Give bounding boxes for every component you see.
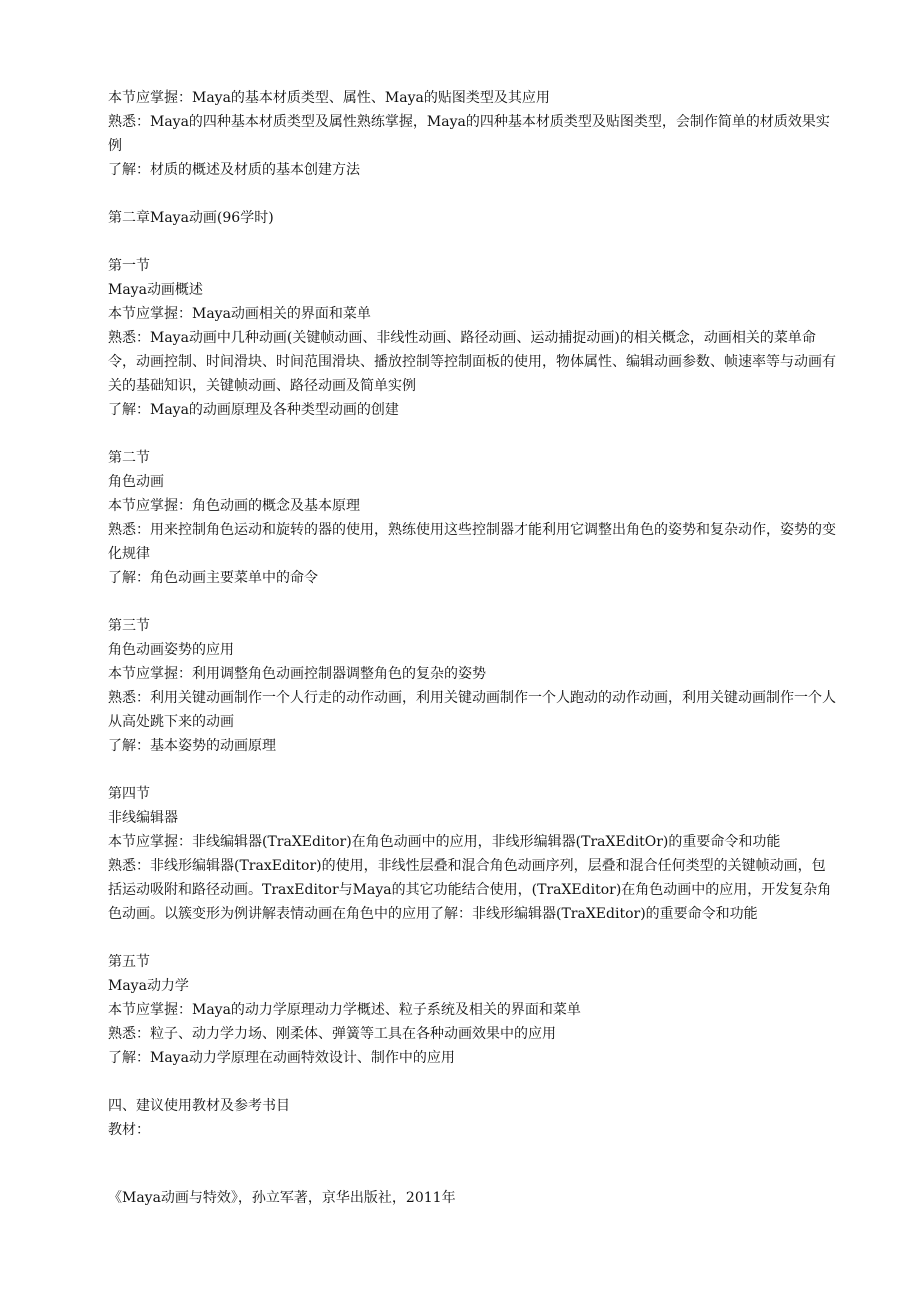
chapter2-title: 第二章Maya动画(96学时)	[108, 210, 274, 226]
document-body	[108, 86, 838, 1142]
s4-label: 第四节	[108, 786, 150, 802]
s2-master: 本节应掌握：角色动画的概念及基本原理	[108, 498, 360, 514]
s3-know: 了解：基本姿势的动画原理	[108, 738, 276, 754]
s5-title: Maya动力学	[108, 978, 189, 994]
sec0-familiar: 熟悉：Maya的四种基本材质类型及属性熟练掌握，Maya的四种基本材质类型及贴图类型，会制作简单的材质效果实例	[108, 114, 830, 154]
s3-label: 第三节	[108, 618, 150, 634]
s2-title: 角色动画	[108, 474, 164, 490]
textbook-label: 教材：	[108, 1122, 150, 1138]
textbook-entry: 《Maya动画与特效》，孙立军著，京华出版社，2011年	[108, 1190, 456, 1206]
s2-know: 了解：角色动画主要菜单中的命令	[108, 570, 318, 586]
s1-title: Maya动画概述	[108, 282, 203, 298]
sec0-master: 本节应掌握：Maya的基本材质类型、属性、Maya的贴图类型及其应用	[108, 90, 550, 106]
spacer	[108, 590, 838, 614]
s1-familiar: 熟悉：Maya动画中几种动画(关键帧动画、非线性动画、路径动画、运动捕捉动画)的相关概念，动画相关的菜单命令，动画控制、时间滑块、时间范围滑块、播放控制等控制面板的使用，物体属性、编辑动画参数、帧速率等与动画有关的基础知识，关键帧动画、路径动画及简单实例	[108, 330, 836, 394]
s2-label: 第二节	[108, 450, 150, 466]
s5-label: 第五节	[108, 954, 150, 970]
spacer	[108, 422, 838, 446]
s5-familiar: 熟悉：粒子、动力学力场、刚柔体、弹簧等工具在各种动画效果中的应用	[108, 1026, 556, 1042]
spacer	[108, 230, 838, 254]
s4-familiar: 熟悉：非线形编辑器(TraxEditor)的使用，非线性层叠和混合角色动画序列，层叠和混合任何类型的关键帧动画，包括运动吸附和路径动画。TraxEditor与Maya的其它功能结合使用，(TraXEditor)在角色动画中的应用，开发复杂角色动画。以簇变形为例讲解表情动画在角色中的应用了解：非线形编辑器(TraXEditor)的重要命令和功能	[108, 858, 832, 922]
s1-know: 了解：Maya的动画原理及各种类型动画的创建	[108, 402, 399, 418]
s1-label: 第一节	[108, 258, 150, 274]
spacer	[108, 1070, 838, 1094]
s3-master: 本节应掌握：利用调整角色动画控制器调整角色的复杂的姿势	[108, 666, 486, 682]
spacer	[108, 758, 838, 782]
s4-master: 本节应掌握：非线编辑器(TraXEditor)在角色动画中的应用，非线形编辑器(TraXEditOr)的重要命令和功能	[108, 834, 781, 850]
s4-title: 非线编辑器	[108, 810, 178, 826]
sec0-know: 了解：材质的概述及材质的基本创建方法	[108, 162, 360, 178]
s3-familiar: 熟悉：利用关键动画制作一个人行走的动作动画，利用关键动画制作一个人跑动的动作动画，利用关键动画制作一个人从高处跳下来的动画	[108, 690, 836, 730]
s1-master: 本节应掌握：Maya动画相关的界面和菜单	[108, 306, 371, 322]
s5-know: 了解：Maya动力学原理在动画特效设计、制作中的应用	[108, 1050, 455, 1066]
s5-master: 本节应掌握：Maya的动力学原理动力学概述、粒子系统及相关的界面和菜单	[108, 1002, 581, 1018]
spacer	[108, 182, 838, 206]
spacer	[108, 926, 838, 950]
s3-title: 角色动画姿势的应用	[108, 642, 234, 658]
part4-title: 四、建议使用教材及参考书目	[108, 1098, 290, 1114]
s2-familiar: 熟悉：用来控制角色运动和旋转的器的使用，熟练使用这些控制器才能利用它调整出角色的姿势和复杂动作，姿势的变化规律	[108, 522, 836, 562]
